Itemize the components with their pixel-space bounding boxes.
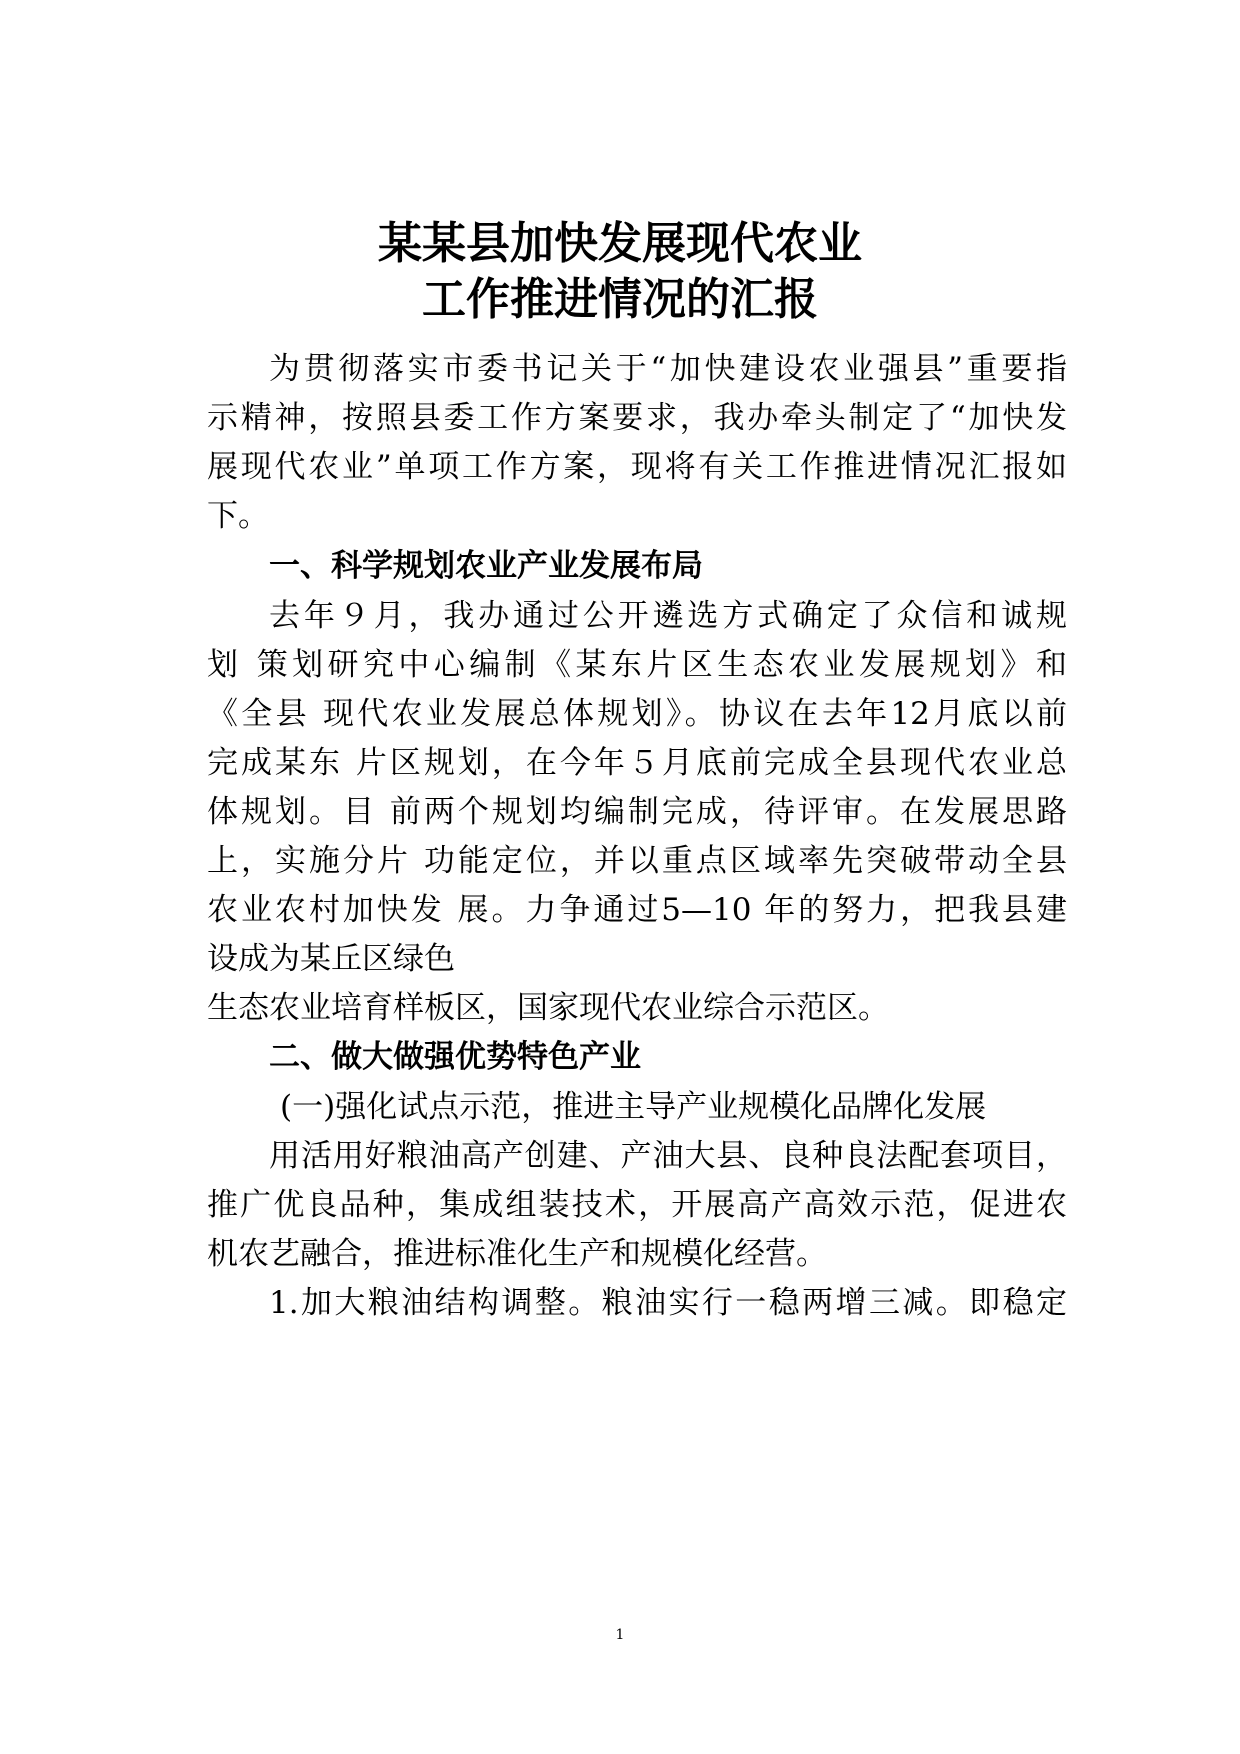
subsection1-line: 推广优良品种，集成组装技术，开展高产高效示范，促进农 <box>207 1187 1067 1223</box>
document-title-line-1: 某某县加快发展现代农业 <box>378 218 862 269</box>
section1-line: 设成为某丘区绿色 <box>207 941 455 977</box>
section1-line: 农业农村加快发 展。力争通过5—10 年的努力，把我县建 <box>207 892 1067 928</box>
section-heading-1: 一、科学规划农业产业发展布局 <box>269 548 703 584</box>
intro-line: 为贯彻落实市委书记关于“加快建设农业强县”重要指 <box>269 351 1067 387</box>
subsection1-line: 用活用好粮油高产创建、产油大县、良种良法配套项目， <box>269 1138 1067 1174</box>
intro-line: 示精神，按照县委工作方案要求，我办牵头制定了“加快发 <box>207 400 1067 436</box>
item-line: 1.加大粮油结构调整。粮油实行一稳两增三减。即稳定 <box>269 1285 1067 1321</box>
section-heading-2: 二、做大做强优势特色产业 <box>269 1039 641 1075</box>
section1-line: 划 策划研究中心编制《某东片区生态农业发展规划》和 <box>207 647 1067 683</box>
section1-line: 《全县 现代农业发展总体规划》。协议在去年12月底以前 <box>207 696 1067 732</box>
section1-line: 完成某东 片区规划，在今年５月底前完成全县现代农业总 <box>207 745 1067 781</box>
subsection1-line: 机农艺融合，推进标准化生产和规模化经营。 <box>207 1236 827 1272</box>
section1-line: 去年９月，我办通过公开遴选方式确定了众信和诚规 <box>269 598 1067 634</box>
page-number: 1 <box>615 1627 625 1643</box>
subsection-heading: (一)强化试点示范，推进主导产业规模化品牌化发展 <box>280 1089 987 1125</box>
section1-line: 上，实施分片 功能定位，并以重点区域率先突破带动全县 <box>207 843 1067 879</box>
document-title-line-2: 工作推进情况的汇报 <box>422 274 818 325</box>
intro-line: 下。 <box>207 498 269 534</box>
section1-line: 体规划。目 前两个规划均编制完成，待评审。在发展思路 <box>207 794 1067 830</box>
intro-line: 展现代农业”单项工作方案，现将有关工作推进情况汇报如 <box>207 449 1067 485</box>
section1-line: 生态农业培育样板区，国家现代农业综合示范区。 <box>207 990 889 1026</box>
